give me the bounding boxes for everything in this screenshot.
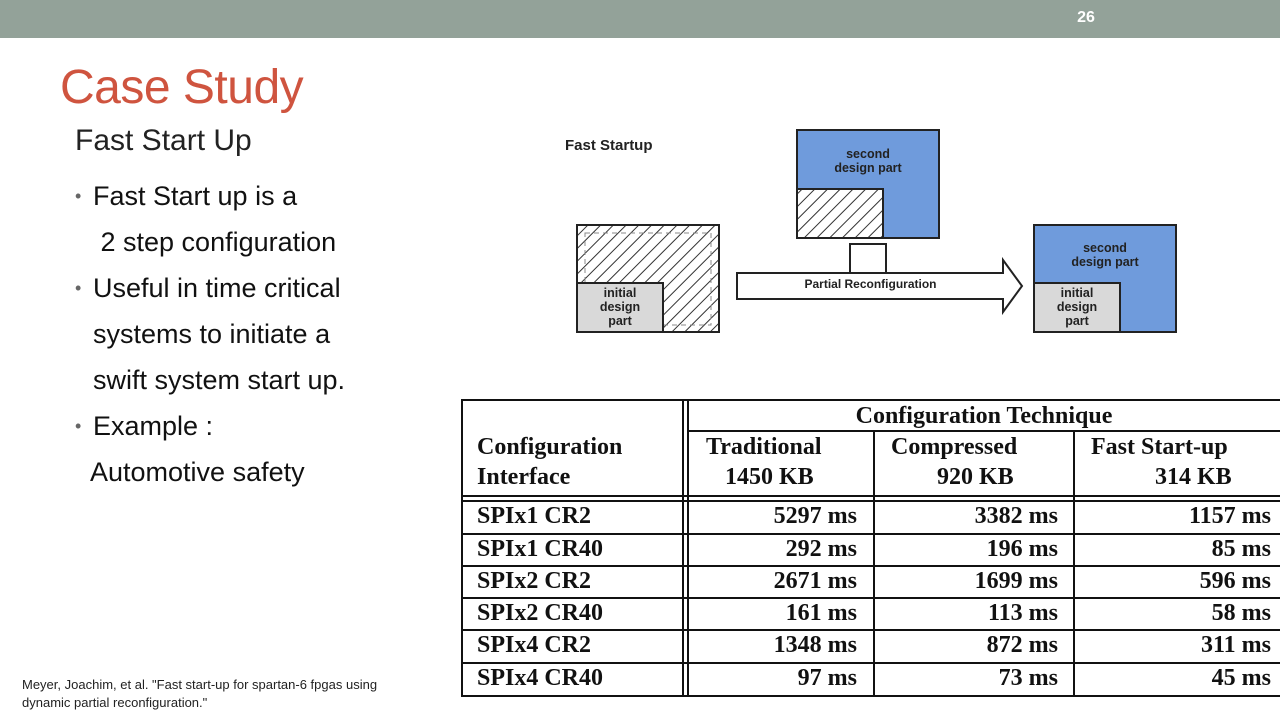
arrow-label: Partial Reconfiguration xyxy=(804,277,937,291)
col-header-compressed: Compressed xyxy=(891,434,1018,460)
citation: Meyer, Joachim, et al. "Fast start-up for spartan-6 fpgas using dynamic partial reconfiguration." xyxy=(22,677,378,710)
hatched-corner xyxy=(797,189,883,238)
cell-traditional: 292 ms xyxy=(785,536,857,562)
second-part-label-right: second design part xyxy=(1071,241,1139,269)
col-size-compressed: 920 KB xyxy=(937,464,1014,490)
col-header-traditional: Traditional xyxy=(706,434,822,460)
bullet-text: Automotive safety xyxy=(90,457,305,487)
cell-traditional: 161 ms xyxy=(785,600,857,626)
bullet-dot-icon: • xyxy=(75,416,82,436)
cell-interface: SPIx2 CR40 xyxy=(477,600,604,626)
cell-traditional: 5297 ms xyxy=(773,503,857,529)
bullet-item xyxy=(75,403,345,495)
cell-interface: SPIx1 CR2 xyxy=(477,503,592,529)
cell-fast: 58 ms xyxy=(1211,600,1271,626)
second-part-label-middle: second design part xyxy=(834,147,902,175)
col-size-traditional: 1450 KB xyxy=(725,464,814,490)
cell-compressed: 3382 ms xyxy=(974,503,1058,529)
col-size-fast: 314 KB xyxy=(1155,464,1232,490)
fast-startup-diagram xyxy=(560,125,1190,340)
slide-subtitle: Fast Start Up xyxy=(75,124,252,157)
cell-fast: 311 ms xyxy=(1200,632,1271,658)
cell-interface: SPIx4 CR40 xyxy=(477,665,604,691)
slide-number: 26 xyxy=(1077,9,1095,26)
cell-fast: 596 ms xyxy=(1199,568,1271,594)
initial-part-label-right: initial design part xyxy=(1056,286,1098,328)
bullet-item xyxy=(75,173,345,265)
row-header-line2: Interface xyxy=(477,464,571,490)
cell-interface: SPIx1 CR40 xyxy=(477,536,604,562)
cell-fast: 1157 ms xyxy=(1188,503,1271,529)
group-header: Configuration Technique xyxy=(855,403,1113,429)
cell-fast: 85 ms xyxy=(1211,536,1271,562)
bullet-text: Fast Start up is a xyxy=(93,181,298,211)
cell-compressed: 113 ms xyxy=(987,600,1058,626)
cell-compressed: 872 ms xyxy=(986,632,1058,658)
initial-part-label-left: initial design part xyxy=(599,286,641,328)
bullet-text: 2 step configuration xyxy=(93,227,337,257)
cell-traditional: 2671 ms xyxy=(773,568,857,594)
cell-interface: SPIx2 CR2 xyxy=(477,568,592,594)
bullet-list xyxy=(75,173,345,495)
bullet-text: swift system start up. xyxy=(93,365,346,395)
cell-traditional: 97 ms xyxy=(797,665,857,691)
cell-compressed: 196 ms xyxy=(986,536,1058,562)
row-header-line1: Configuration xyxy=(477,434,623,460)
bullet-text: Example : xyxy=(93,411,214,441)
diagram-title: Fast Startup xyxy=(565,137,653,154)
top-bar xyxy=(0,0,1280,38)
cell-traditional: 1348 ms xyxy=(773,632,857,658)
cell-compressed: 73 ms xyxy=(998,665,1058,691)
cell-fast: 45 ms xyxy=(1211,665,1271,691)
bullet-dot-icon: • xyxy=(75,278,82,298)
slide-title: Case Study xyxy=(60,61,304,114)
bullet-text: systems to initiate a xyxy=(93,319,331,349)
bullet-item xyxy=(75,265,345,403)
config-table xyxy=(461,399,1280,699)
bullet-dot-icon: • xyxy=(75,186,82,206)
col-header-fast: Fast Start-up xyxy=(1091,434,1228,460)
bullet-text: Useful in time critical xyxy=(93,273,341,303)
cell-interface: SPIx4 CR2 xyxy=(477,632,592,658)
cell-compressed: 1699 ms xyxy=(974,568,1058,594)
